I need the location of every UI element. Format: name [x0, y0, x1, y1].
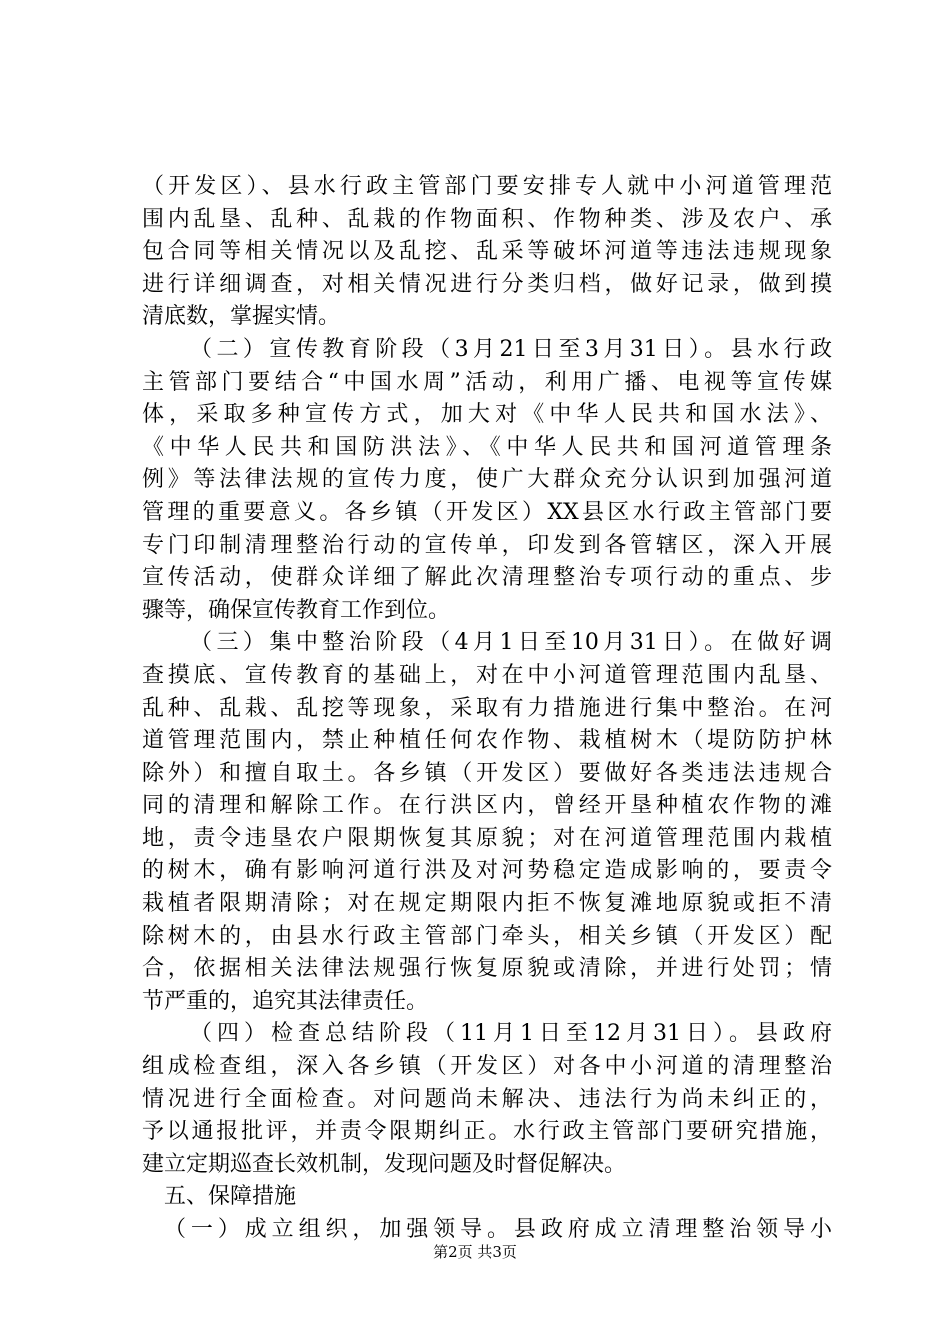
text-line: 予以通报批评，并责令限期纠正。水行政主管部门要研究措施，: [142, 1119, 832, 1145]
document-body: [142, 171, 832, 1247]
text-line: 除树木的，由县水行政主管部门牵头，相关乡镇（开发区）配: [142, 923, 832, 949]
text-line: 包合同等相关情况以及乱挖、乱采等破坏河道等违法违规现象: [142, 239, 832, 265]
text-line: 主管部门要结合“中国水周”活动，利用广播、电视等宣传媒: [142, 369, 832, 395]
text-line: 管理的重要意义。各乡镇（开发区）XX县区水行政主管部门要: [142, 499, 832, 525]
text-line: 合，依据相关法律法规强行恢复原貌或清除，并进行处罚；情: [142, 956, 832, 982]
text-line: 专门印制清理整治行动的宣传单，印发到各管辖区，深入开展: [142, 532, 832, 558]
text-line: 除外）和擅自取土。各乡镇（开发区）要做好各类违法违规合: [142, 760, 832, 786]
text-line: 的树木，确有影响河道行洪及对河势稳定造成影响的，要责令: [142, 858, 832, 884]
text-line: 情况进行全面检查。对问题尚未解决、违法行为尚未纠正的，: [142, 1086, 832, 1112]
text-line: 进行详细调查，对相关情况进行分类归档，做好记录，做到摸: [142, 271, 832, 297]
text-line: 组成检查组，深入各乡镇（开发区）对各中小河道的清理整治: [142, 1054, 832, 1080]
page-footer: 第2页 共3页: [433, 1243, 517, 1261]
text-line: 《中华人民共和国防洪法》、《中华人民共和国河道管理条: [142, 434, 832, 460]
text-line: 体，采取多种宣传方式，加大对《中华人民共和国水法》、: [142, 402, 832, 428]
text-line: 骤等，确保宣传教育工作到位。: [142, 597, 451, 623]
text-line: 查摸底、宣传教育的基础上，对在中小河道管理范围内乱垦、: [142, 662, 832, 688]
text-line: （三）集中整治阶段（4月1日至10月31日）。在做好调: [190, 630, 832, 656]
text-line: 地，责令违垦农户限期恢复其原貌；对在河道管理范围内栽植: [142, 825, 832, 851]
text-line: （一）成立组织，加强领导。县政府成立清理整治领导小: [164, 1217, 832, 1242]
text-line: 节严重的，追究其法律责任。: [142, 988, 429, 1014]
text-line: 同的清理和解除工作。在行洪区内，曾经开垦种植农作物的滩: [142, 793, 832, 819]
text-line: 栽植者限期清除；对在规定期限内拒不恢复滩地原貌或拒不清: [142, 891, 832, 917]
text-line: 宣传活动，使群众详细了解此次清理整治专项行动的重点、步: [142, 565, 832, 591]
text-line: 建立定期巡查长效机制，发现问题及时督促解决。: [142, 1151, 627, 1177]
text-line: （二）宣传教育阶段（3月21日至3月31日）。县水行政: [190, 336, 832, 362]
text-line: （四）检查总结阶段（11月1日至12月31日）。县政府: [190, 1021, 832, 1047]
text-line: 清底数，掌握实情。: [142, 304, 341, 330]
text-line: 道管理范围内，禁止种植任何农作物、栽植树木（堤防防护林: [142, 728, 832, 754]
text-line: 五、保障措施: [164, 1184, 297, 1210]
text-line: 例》等法律法规的宣传力度，使广大群众充分认识到加强河道: [142, 467, 832, 493]
text-line: 围内乱垦、乱种、乱栽的作物面积、作物种类、涉及农户、承: [142, 206, 832, 232]
text-line: 乱种、乱栽、乱挖等现象，采取有力措施进行集中整治。在河: [142, 695, 832, 721]
text-line: （开发区）、县水行政主管部门要安排专人就中小河道管理范: [142, 174, 832, 199]
